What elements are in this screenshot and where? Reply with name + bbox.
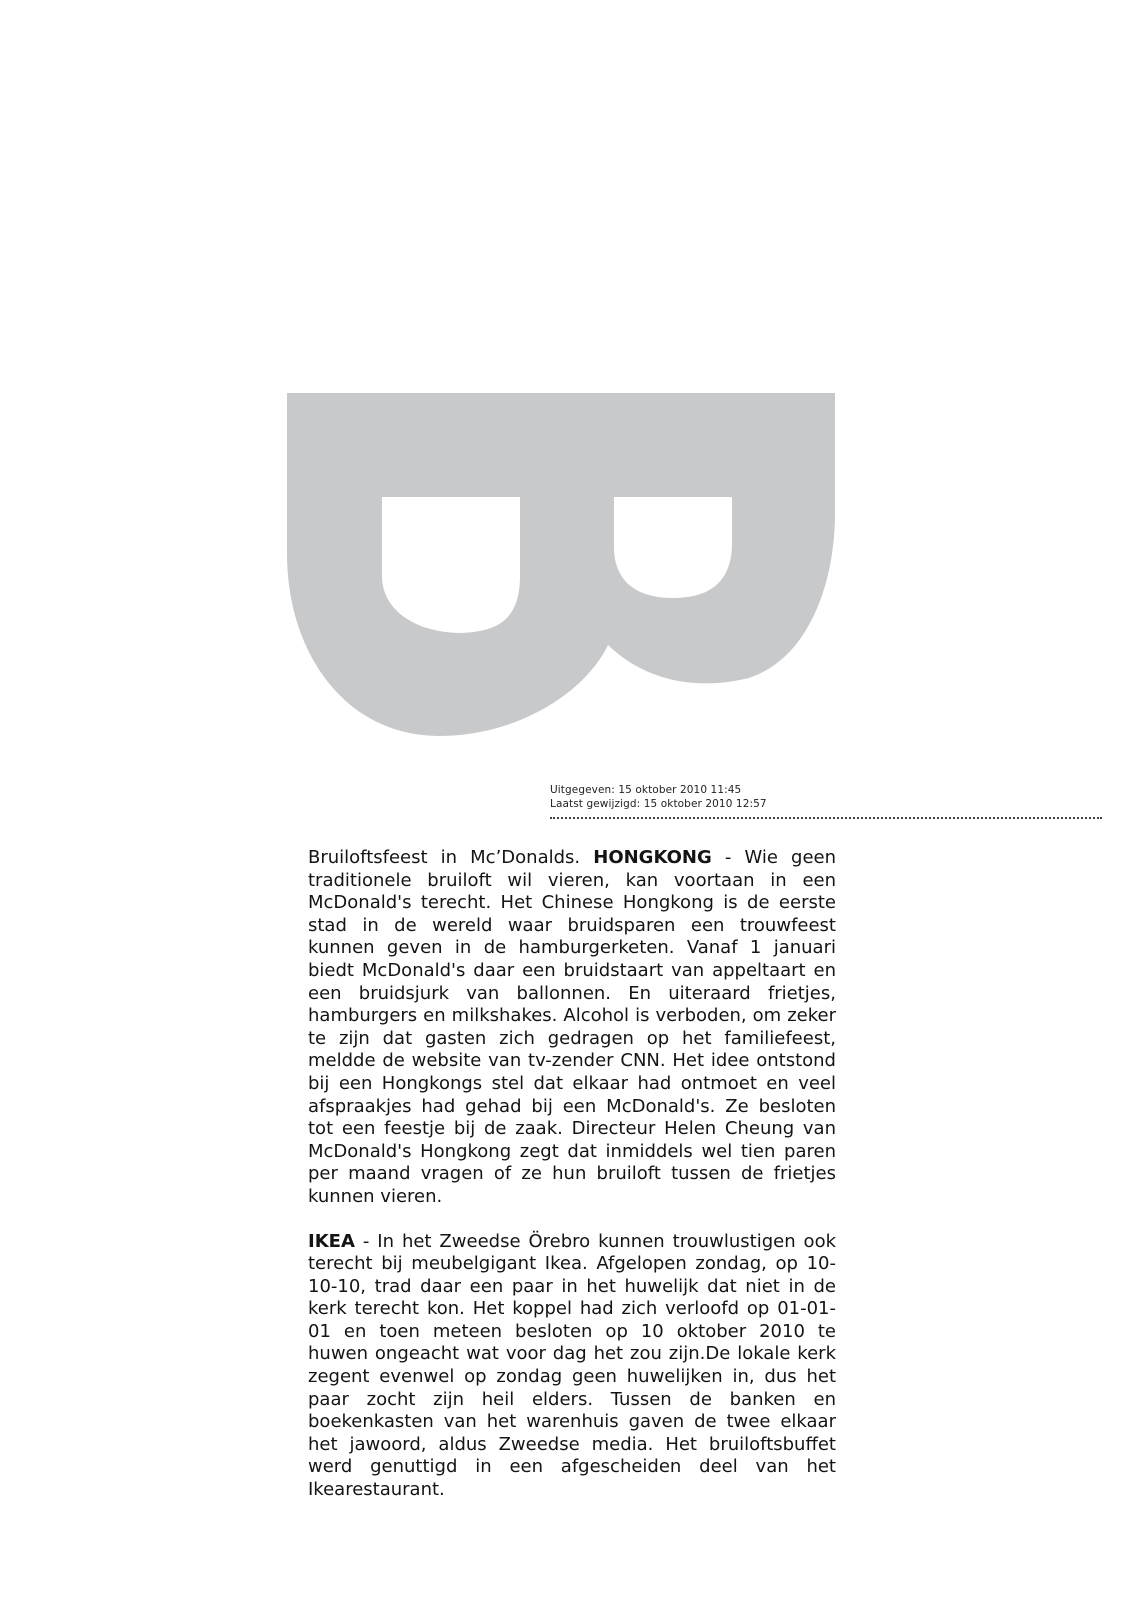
dateline-hongkong: HONGKONG [593, 847, 712, 868]
article-paragraph-hongkong [308, 847, 836, 1209]
article-meta [550, 783, 767, 811]
article-body [308, 847, 836, 1502]
article-intro: Bruiloftsfeest in Mc’Donalds. [308, 847, 594, 868]
published-date: Uitgegeven: 15 oktober 2010 11:45 [550, 784, 742, 796]
paragraph-text: - In het Zweedse Örebro kunnen trouwlustigen ook terecht bij meubelgigant Ikea. Afgelopen zondag, op 10-10-10, trad daar een paar in het huwelijk dat niet in de kerk terecht kon. Het koppel had zich verloofd op 01-01-01 en toen meteen besloten op 10 oktober 2010 te huwen ongeacht wat voor dag het zou zijn.De lokale kerk zegent evenwel op zondag geen huwelijken in, dus het paar zocht zijn heil elders. Tussen de banken en boekenkasten van het warenhuis gaven de twee elkaar het jawoord, aldus Zweedse media. Het bruiloftsbuffet werd genuttigd in een afgescheiden deel van het Ikearestaurant. [308, 1230, 836, 1501]
paragraph-text: - Wie geen traditionele bruiloft wil vieren, kan voortaan in een McDonald's terecht. Het Chinese Hongkong is de eerste stad in de wereld waar bruidsparen een trouwfeest kunnen geven in de hamburgerketen. Vanaf 1 januari biedt McDonald's daar een bruidstaart van appeltaart en een bruidsjurk van ballonnen. En uiteraard frietjes, hamburgers en milkshakes. Alcohol is verboden, om zeker te zijn dat gasten zich gedragen op het familiefeest, meldde de website van tv-zender CNN. Het idee ontstond bij een Hongkongs stel dat elkaar had ontmoet en veel afspraakjes had gehad bij een McDonald's. Ze besloten tot een feestje bij de zaak. Directeur Helen Cheung van McDonald's Hongkong zegt dat inmiddels wel tien paren per maand vragen of ze hun bruiloft tussen de frietjes kunnen vieren. [308, 847, 837, 1207]
modified-date: Laatst gewijzigd: 15 oktober 2010 12:57 [550, 798, 767, 810]
dotted-divider [550, 817, 1102, 819]
decorative-letter-b [287, 393, 835, 736]
article-paragraph-ikea [308, 1231, 836, 1502]
dateline-ikea: IKEA [308, 1230, 355, 1252]
